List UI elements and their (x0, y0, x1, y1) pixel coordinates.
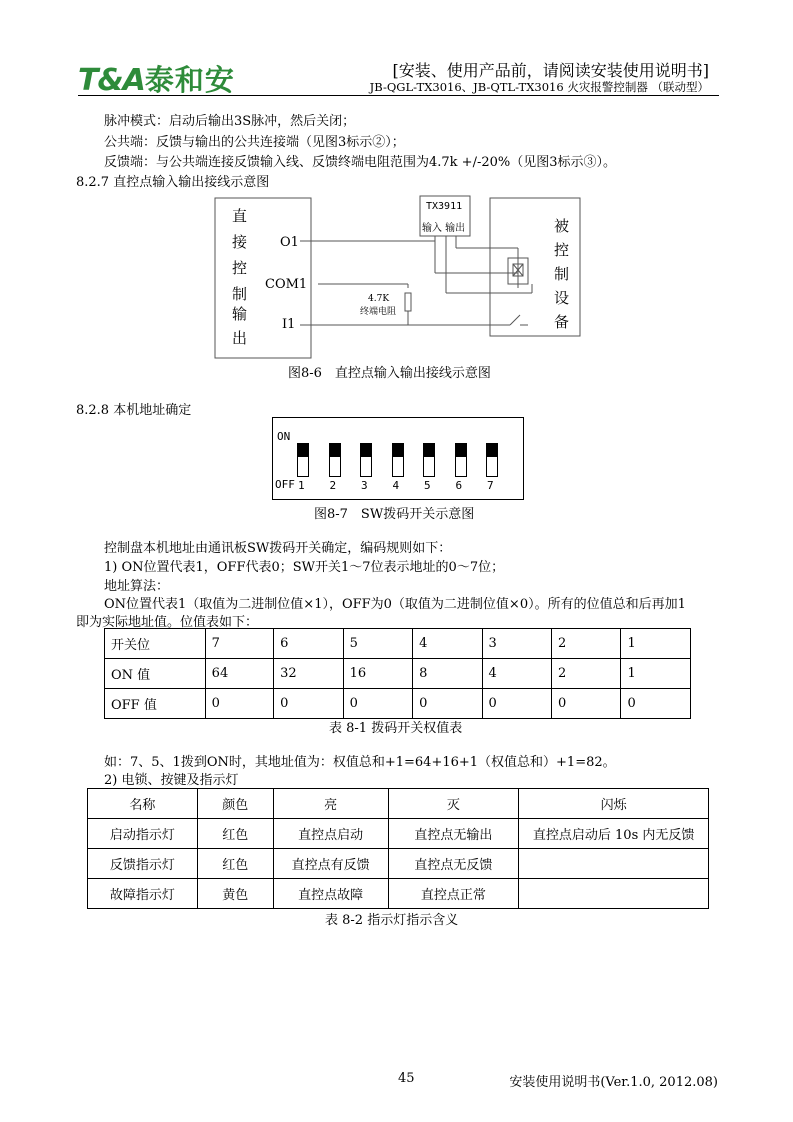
table-cell: 直控点有反馈 (273, 849, 388, 879)
dip-switch-number: 3 (361, 479, 368, 492)
left-label-char: 出 (232, 329, 248, 347)
dip-switch-number: 4 (392, 479, 400, 492)
dip-switch (392, 443, 404, 477)
dip-switch (423, 443, 435, 477)
right-label-char: 控 (554, 241, 570, 259)
table-cell: 1 (621, 659, 691, 689)
dip-switch-knob (361, 444, 371, 457)
table-row (88, 879, 709, 909)
table-row (88, 819, 709, 849)
table-cell: 8 (413, 659, 482, 689)
table-header-cell: 7 (205, 629, 273, 659)
dip-switch-diagram (272, 417, 524, 500)
text-feedback-terminal: 反馈端：与公共端连接反馈输入线、反馈终端电阻范围为4.7k +/-20%（见图3标示③）。 (104, 155, 617, 170)
resistor-name: 终端电阻 (360, 307, 397, 317)
dip-switch-knob (424, 444, 434, 457)
page-number: 45 (398, 1071, 415, 1086)
table-cell: OFF 值 (105, 689, 206, 719)
table-cell: 黄色 (197, 879, 273, 909)
dip-switch (297, 443, 309, 477)
section-heading-8-2-8: 8.2.8 本机地址确定 (76, 403, 192, 418)
table-header-cell: 4 (413, 629, 482, 659)
text-example: 如：7、5、1拨到ON时，其地址值为：权值总和+1=64+16+1（权值总和）+1=82。 (104, 755, 616, 770)
text-pulse-mode: 脉冲模式：启动后输出3S脉冲，然后关闭； (104, 114, 356, 129)
dip-switch-knob (298, 444, 308, 457)
brand-logo (78, 58, 235, 99)
dip-on-label: ON (277, 430, 291, 443)
termination-resistor (405, 293, 411, 311)
dip-switch-number: 2 (329, 479, 337, 492)
table-cell: 直控点启动后 10s 内无反馈 (519, 819, 709, 849)
terminal-o1-label: O1 (280, 235, 299, 250)
right-label-char: 备 (554, 313, 570, 331)
dip-switch (329, 443, 341, 477)
dip-switch-knob (456, 444, 466, 457)
table-header-cell: 颜色 (197, 789, 273, 819)
table-cell (519, 849, 709, 879)
table-header-cell: 3 (482, 629, 551, 659)
switch-weight-table (104, 628, 691, 719)
table-row (105, 629, 691, 659)
footer-doc-version: 安装使用说明书(Ver.1.0, 2012.08) (509, 1075, 718, 1090)
dip-switch-number: 6 (455, 479, 463, 492)
dip-switch-knob (330, 444, 340, 457)
table-header-cell: 亮 (273, 789, 388, 819)
table-cell: 红色 (197, 819, 273, 849)
left-label-char: 输 (232, 305, 248, 323)
wires (300, 236, 532, 325)
table-row (105, 689, 691, 719)
header-rule (78, 95, 719, 96)
dip-switch-knob (393, 444, 403, 457)
table-cell: 直控点启动 (273, 819, 388, 849)
table-cell: 直控点无输出 (388, 819, 519, 849)
left-label-char: 制 (232, 285, 248, 303)
table-cell: 启动指示灯 (88, 819, 198, 849)
table-header-cell: 灭 (388, 789, 519, 819)
table-cell: 4 (482, 659, 551, 689)
logo-latin: T&A (78, 63, 145, 98)
text-bit-value-rule-cont: 即为实际地址值。位值表如下： (76, 615, 259, 630)
right-label-char: 被 (554, 217, 570, 235)
table-header-cell: 开关位 (105, 629, 206, 659)
wiring-diagram (210, 193, 590, 363)
table-cell: ON 值 (105, 659, 206, 689)
text-on-off-meaning: 1) ON位置代表1，OFF代表0；SW开关1～7位表示地址的0～7位； (104, 560, 505, 575)
dip-off-label: OFF (275, 478, 295, 491)
table-row (88, 849, 709, 879)
table-cell: 直控点故障 (273, 879, 388, 909)
dip-switch (486, 443, 498, 477)
table-cell: 故障指示灯 (88, 879, 198, 909)
dip-switch-knob (487, 444, 497, 457)
right-label-char: 制 (554, 265, 570, 283)
module-io-label: 输入 输出 (422, 223, 466, 234)
dip-switch-number: 7 (487, 479, 494, 492)
table-cell: 0 (413, 689, 482, 719)
table-cell: 0 (274, 689, 343, 719)
table-header-cell: 闪烁 (519, 789, 709, 819)
table-row (88, 789, 709, 819)
table-cell: 0 (205, 689, 273, 719)
table-row (105, 659, 691, 689)
text-lock-keys-indicators: 2) 电锁、按键及指示灯 (104, 773, 239, 788)
table-header-cell: 6 (274, 629, 343, 659)
text-address-algorithm: 地址算法： (104, 579, 170, 594)
right-label-char: 设 (554, 289, 570, 307)
table-header-cell: 2 (552, 629, 621, 659)
table-header-cell: 5 (343, 629, 412, 659)
figure-8-7-caption: 图8-7 SW拨码开关示意图 (314, 507, 475, 522)
header-title: [安装、使用产品前，请阅读安装使用说明书] (392, 61, 709, 80)
section-heading-8-2-7: 8.2.7 直控点输入输出接线示意图 (76, 175, 270, 190)
table-header-cell: 1 (621, 629, 691, 659)
header-subtitle: JB-QGL-TX3016、JB-QTL-TX3016 火灾报警控制器 （联动型） (369, 80, 709, 94)
left-label-char: 控 (232, 259, 248, 277)
resistor-value: 4.7K (368, 294, 390, 304)
module-name: TX3911 (426, 201, 463, 212)
table-cell: 反馈指示灯 (88, 849, 198, 879)
terminal-i1-label: I1 (282, 317, 296, 332)
dip-switch (360, 443, 372, 477)
table-cell: 直控点正常 (388, 879, 519, 909)
dip-switch-number: 1 (298, 479, 305, 492)
table-cell: 2 (552, 659, 621, 689)
figure-8-6-caption: 图8-6 直控点输入输出接线示意图 (288, 366, 491, 381)
text-address-rule: 控制盘本机地址由通讯板SW拨码开关确定，编码规则如下： (104, 541, 452, 556)
dip-switch-number: 5 (424, 479, 431, 492)
table-cell: 红色 (197, 849, 273, 879)
table-cell: 16 (343, 659, 412, 689)
table-8-2-caption: 表 8-2 指示灯指示含义 (325, 913, 459, 928)
indicator-meaning-table (87, 788, 709, 909)
table-cell: 0 (621, 689, 691, 719)
logo-chinese: 泰和安 (144, 63, 235, 97)
table-cell: 0 (343, 689, 412, 719)
table-cell: 64 (205, 659, 273, 689)
table-cell: 直控点无反馈 (388, 849, 519, 879)
table-cell: 32 (274, 659, 343, 689)
text-common-terminal: 公共端：反馈与输出的公共连接端（见图3标示②）； (104, 135, 405, 150)
text-bit-value-rule: ON位置代表1（取值为二进制位值×1），OFF为0（取值为二进制位值×0）。所有的位值总和后再加1 (104, 597, 686, 612)
table-cell (519, 879, 709, 909)
table-cell: 0 (552, 689, 621, 719)
table-8-1-caption: 表 8-1 拨码开关权值表 (329, 721, 463, 736)
terminal-com1-label: COM1 (265, 277, 308, 292)
left-label-char: 接 (232, 233, 248, 251)
dip-switch (455, 443, 467, 477)
table-header-cell: 名称 (88, 789, 198, 819)
table-cell: 0 (482, 689, 551, 719)
left-label-char: 直 (232, 207, 248, 225)
